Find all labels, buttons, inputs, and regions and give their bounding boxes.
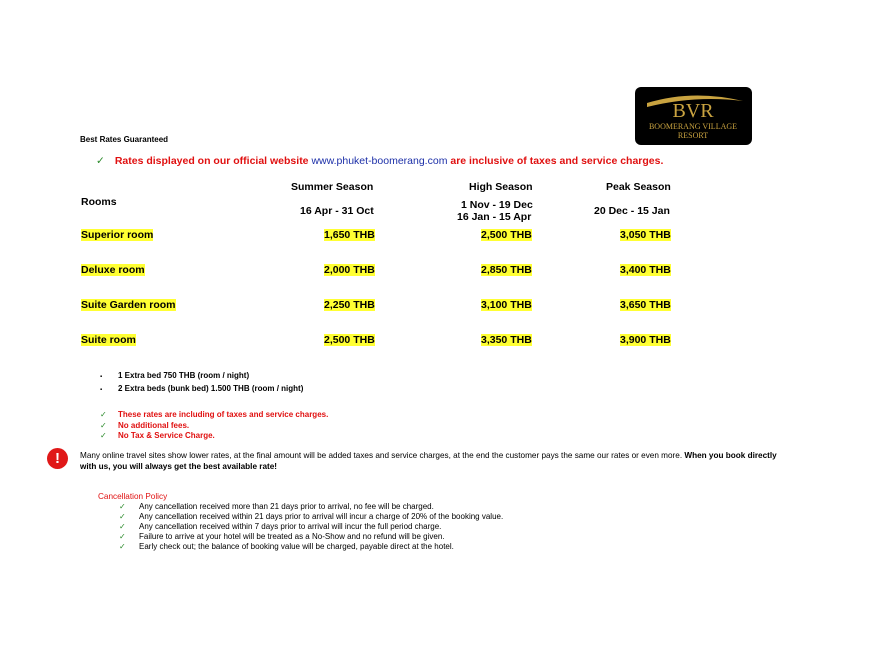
list-item: ✓ Failure to arrive at your hotel will be treated as a No-Show and no refund will be given. — [119, 532, 445, 541]
list-item: ✓ Any cancellation received within 21 days prior to arrival will incur a charge of 20% of the booking value. — [119, 512, 504, 521]
check-icon: ✓ — [96, 155, 105, 167]
season-high-name: High Season — [469, 181, 533, 193]
season-summer-name: Summer Season — [291, 181, 374, 193]
notes-list — [100, 410, 328, 442]
warning-icon: ! — [47, 448, 68, 469]
check-icon: ✓ — [119, 542, 126, 551]
headline-part1: Rates displayed on our official website — [114, 155, 309, 167]
price-cell: 3,400 THB — [620, 264, 671, 276]
headline — [96, 155, 663, 167]
list-item: ✓ Any cancellation received more than 21 days prior to arrival, no fee will be charged. — [119, 502, 434, 511]
price-cell: 3,050 THB — [620, 229, 671, 241]
season-summer-dates: 16 Apr - 31 Oct — [300, 205, 374, 217]
list-item: ✓ These rates are including of taxes and service charges. — [100, 410, 329, 419]
check-icon: ✓ — [119, 522, 126, 531]
warning-bold: When you book directly with us, you will always get the best available rate! — [80, 451, 777, 471]
headline-part2: are inclusive of taxes and service charges. — [450, 155, 664, 167]
logo-mark: BVR — [672, 100, 714, 122]
warning-text: Many online travel sites show lower rates, at the final amount will be added taxes and service charges, at the end the customer pays the same our rates or even more. When you book directly with us, you will always get the best available rate! — [80, 451, 777, 471]
season-peak-name: Peak Season — [606, 181, 671, 193]
price-cell: 3,100 THB — [481, 299, 532, 311]
bullet-icon: ▪ — [100, 374, 103, 380]
room-name: Superior room — [81, 229, 154, 241]
season-high-dates2: 16 Jan - 15 Apr — [457, 211, 532, 223]
price-cell: 3,900 THB — [620, 334, 671, 346]
price-cell: 2,850 THB — [481, 264, 532, 276]
resort-logo — [635, 87, 752, 145]
price-cell: 2,000 THB — [324, 264, 375, 276]
check-icon: ✓ — [100, 431, 107, 440]
extras-list — [100, 370, 303, 396]
price-cell: 3,350 THB — [481, 334, 532, 346]
check-icon: ✓ — [100, 420, 107, 430]
check-icon: ✓ — [119, 512, 126, 521]
page-heading: Best Rates Guaranteed — [80, 135, 169, 144]
room-name: Deluxe room — [81, 264, 145, 276]
rooms-label: Rooms — [81, 196, 117, 208]
cancellation-list — [119, 502, 503, 552]
logo-line1: BOOMERANG VILLAGE — [648, 122, 738, 131]
bullet-icon: ▪ — [100, 387, 103, 393]
season-peak-dates: 20 Dec - 15 Jan — [594, 205, 670, 217]
check-icon: ✓ — [119, 532, 126, 541]
price-cell: 2,500 THB — [324, 334, 375, 346]
price-cell: 1,650 THB — [324, 229, 375, 241]
website-link[interactable]: www.phuket-boomerang.com — [311, 155, 448, 167]
list-item: ▪ 2 Extra beds (bunk bed) 1.500 THB (room / night) — [100, 383, 303, 396]
check-icon: ✓ — [100, 410, 107, 419]
list-item: ✓ Any cancellation received within 7 days prior to arrival will incur the full period charge. — [119, 522, 442, 531]
check-icon: ✓ — [119, 502, 126, 511]
list-item: ✓ No Tax & Service Charge. — [100, 431, 215, 440]
season-high-dates1: 1 Nov - 19 Dec — [461, 199, 533, 211]
room-name: Suite room — [81, 334, 136, 346]
list-item: ▪ 1 Extra bed 750 THB (room / night) — [100, 370, 303, 383]
list-item: ✓ Early check out; the balance of booking value will be charged, payable direct at the hotel. — [119, 542, 454, 551]
list-item: ✓ No additional fees. — [100, 420, 190, 430]
room-name: Suite Garden room — [81, 299, 176, 311]
price-cell: 2,500 THB — [481, 229, 532, 241]
cancellation-title: Cancellation Policy — [98, 492, 168, 501]
logo-line2: RESORT — [677, 131, 709, 140]
price-cell: 3,650 THB — [620, 299, 671, 311]
price-cell: 2,250 THB — [324, 299, 375, 311]
